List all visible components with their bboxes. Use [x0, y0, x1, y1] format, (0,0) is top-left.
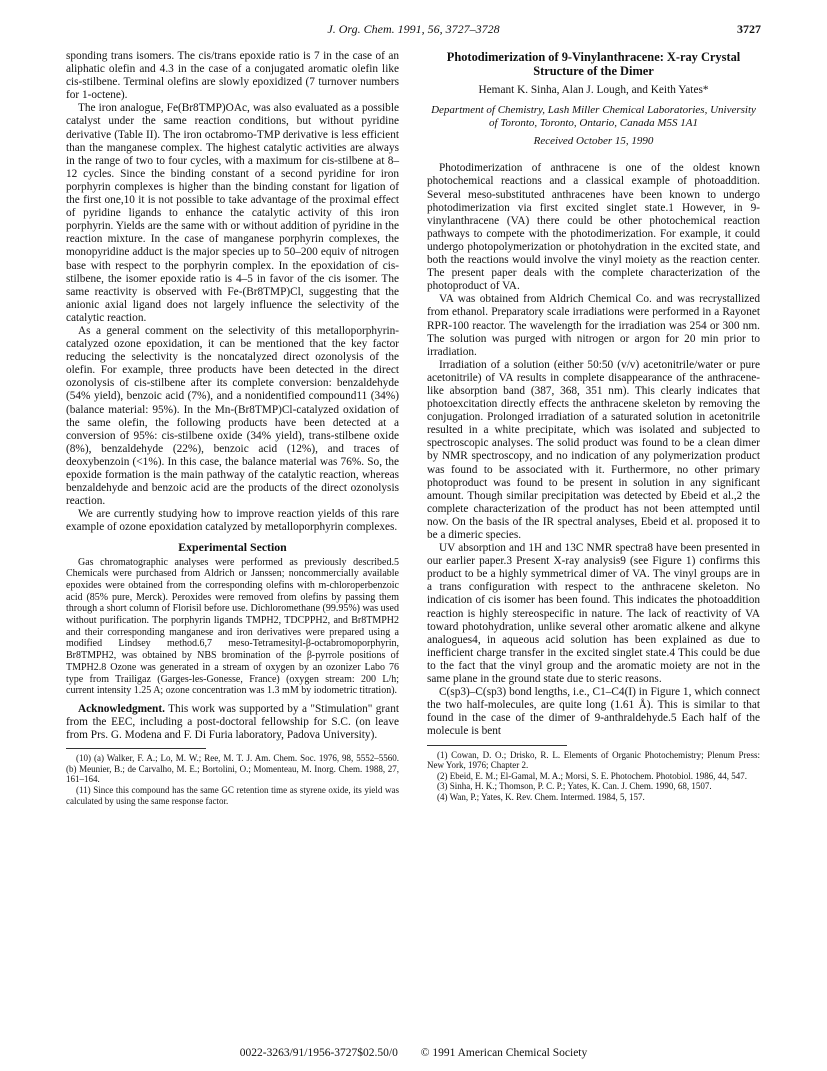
- footnote-rule: [427, 745, 567, 746]
- body-paragraph: The iron analogue, Fe(Br8TMP)OAc, was also evaluated as a possible catalyst under the same reaction conditions, but without pyridine derivative (Table II). The iron octabromo-TMP derivative is less efficient than the manganese complex. The highest catalytic activities are always in the range of two to four cycles, with a maximum for cis-stilbene at 8–12 cycles. Since the binding constant of a second pyridine for iron porphyrin complexes is higher than the binding constant for ligation of the first one,10 it is not possible to take advantage of the proximal effect of pyridine ligands to enhance the catalytic activity of this iron porphyrin. Yields are the same with or without addition of pyridine in the reaction mixture. In the case of manganese porphyrin complexes, the monopyridine adduct is the major species up to 50–200 equiv of nitrogen base with respect to the porphyrin complex. In the epoxidation of cis-stilbene, the isomer epoxide ratio is 4–5 in favor of the cis isomer. The same reactivity is observed with Fe-(Br8TMP)Cl, suggesting that the anionic axial ligand does not largely influence the selectivity of the catalytic reaction.: [66, 102, 399, 324]
- footnote: (11) Since this compound has the same GC retention time as styrene oxide, its yield was calculated by using the same response factor.: [66, 785, 399, 806]
- experimental-heading: Experimental Section: [178, 540, 287, 555]
- acknowledgment: [66, 703, 399, 742]
- body-paragraph: Irradiation of a solution (either 50:50 (v/v) acetonitrile/water or pure acetonitrile) of VA results in complete disappearance of the anthracene-like absorption band (387, 368, 351 nm). This clearly indicates that photoexcitation directly effects the anthracene skeleton by removing the conjugation. Prolonged irradiation of a saturated solution in acetonitrile resulted in a white precipitate, which was isolated and subjected to spectroscopic analyses. The solid product was found to be a clean dimer by NMR spectroscopy, and no indication of any polymerization product was found to be associated with it. Furthermore, no other primary photoproduct was found to be present in solution in any significant amount. Though similar precipitation was detected by Ebeid et al.,2 the complete characterization of the product has not been attempted until now. On the basis of the IR spectral analyses, Ebeid et al. proposed it to be a dimeric species.: [427, 358, 760, 541]
- body-paragraph: We are currently studying how to improve reaction yields of this rare example of ozone epoxidation catalyzed by metalloporphyrin complexes.: [66, 508, 399, 534]
- page-number: 3727: [737, 22, 761, 36]
- footnote: (4) Wan, P.; Yates, K. Rev. Chem. Intermed. 1984, 5, 157.: [437, 791, 645, 802]
- article-affiliation: Department of Chemistry, Lash Miller Chemical Laboratories, University of Toronto, Toronto, Ontario, Canada M5S 1A1: [431, 104, 756, 129]
- article-title: Photodimerization of 9-Vinylanthracene: X-ray Crystal Structure of the Dimer: [446, 50, 741, 78]
- footnote: (2) Ebeid, E. M.; El-Gamal, M. A.; Morsi, S. E. Photochem. Photobiol. 1986, 44, 547.: [437, 770, 747, 781]
- footnote: (3) Sinha, H. K.; Thomson, P. C. P.; Yates, K. Can. J. Chem. 1990, 68, 1507.: [437, 781, 712, 792]
- copyright: © 1991 American Chemical Society: [420, 1047, 588, 1059]
- body-paragraph: Photodimerization of anthracene is one of the oldest known photochemical reactions and a classical example of photoaddition. Several meso-substituted anthracenes have been known to undergo photodimerization via first excited singlet state.1 However, in 9-vinylanthracene (VA) there could be other photochemical reaction pathways to compete with the photodimerization. For example, it could undergo photopolymerization or photohydration in the excited state, and both the reactions would involve the vinyl moiety as the reaction center. The present paper deals with the complete characterization of the photoproduct of VA.: [427, 162, 760, 293]
- page-footer: [0, 1047, 827, 1059]
- experimental-text: Gas chromatographic analyses were performed as previously described.5 Chemicals were purchased from Aldrich or Janssen; noncommercially available epoxides were obtained from the corresponding olefins with m-chloroperbenzoic acid (85% pure, Merck). Peroxides were removed from olefins by passing them through a short column of Florisil before use. Dichloromethane (99.95%) was used without purification. The porphyrin ligands TMPH2, TDCPPH2, and Br8TMPH2 and their corresponding manganese and iron derivatives were prepared using a modified Lindsey method.6,7 meso-Tetramesityl-β-octabromoporphyrin, Br8TMPH2, was obtained by NBS bromination of the β-pyrrole positions of TMPH2.8 Ozone was generated in a stream of oxygen by an ozonizer Labo 76 type from Trailigaz (Garges-les-Gonesse, France) (oxygen stream: 200 L/h; current intensity 1.25 A; ozone concentration was 1.3 mM by iodometric titration).: [66, 556, 399, 697]
- acknowledgment-label: Acknowledgment.: [78, 703, 165, 715]
- footnote: (1) Cowan, D. O.; Drisko, R. L. Elements of Organic Photochemistry; Plenum Press: New York, 1976; Chapter 2.: [427, 749, 760, 771]
- body-paragraph: C(sp3)–C(sp3) bond lengths, i.e., C1–C4(I) in Figure 1, which connect the two half-molecules, are quite long (1.61 Å). This is similar to that found in the case of the dimer of 9-anthraldehyde.5 Each half of the molecule is bent: [427, 686, 760, 738]
- body-paragraph: VA was obtained from Aldrich Chemical Co. and was recrystallized from ethanol. Preparatory scale irradiations were performed in a Rayonet RPR-100 reactor. The wavelength for the irradiation was 254 or 300 nm. The solution was purged with nitrogen or argon for 20 min prior to irradiation.: [427, 293, 760, 358]
- article-authors: Hemant K. Sinha, Alan J. Lough, and Keith Yates*: [478, 84, 709, 96]
- article-code: 0022-3263/91/1956-3727$02.50/0: [239, 1047, 398, 1059]
- acknowledgment-text: This work was supported by a "Stimulation" grant from the EEC, including a post-doctoral fellowship for S.C. (on leave from Prs. G. Modena and F. Di Furia laboratory, Padova University).: [66, 703, 399, 742]
- journal-citation: J. Org. Chem. 1991, 56, 3727–3728: [327, 22, 500, 36]
- right-column: [427, 50, 760, 802]
- running-head: [0, 22, 827, 42]
- footnote-rule: [66, 748, 206, 749]
- received-date: Received October 15, 1990: [533, 135, 654, 148]
- footnote: (10) (a) Walker, F. A.; Lo, M. W.; Ree, M. T. J. Am. Chem. Soc. 1976, 98, 5552–5560. (b) Meunier, B.; de Carvalho, M. E.; Bortolini, O.; Momenteau, M. Inorg. Chem. 1988, 27, 161–164.: [66, 753, 399, 785]
- body-paragraph: UV absorption and 1H and 13C NMR spectra8 have been presented in our earlier paper.3 Present X-ray analysis9 (see Figure 1) confirms this product to be a highly symmetrical dimer of VA. The vinyl groups are in a trans configuration with respect to the anthracene skeleton. No indication of cis isomer has been found. This indicates the photoaddition reaction is highly stereospecific in nature. The lack of reactivity of VA toward photohydration, unlike several other aromatic alkene and alkyne analogues4, in aqueous acid solution has been explained as due to inefficient charge transfer in the excited singlet state.4 This could be due to the fact that the vinyl group and the aromatic moiety are not in the same plane in the ground state due to steric reasons.: [427, 542, 760, 686]
- body-paragraph: As a general comment on the selectivity of this metalloporphyrin-catalyzed ozone epoxidation, it can be mentioned that the key factor reducing the selectivity is the noncatalyzed direct ozonolysis of the olefin. For example, three products have been detected in the direct ozonolysis of cis-stilbene after its complete conversion: benzaldehyde (54% yield), benzoic acid (7%), and a nonidentified compound11 (34%) (balance material: 95%). In the Mn-(Br8TMP)Cl-catalyzed oxidation of the same olefin, the following products have been detected at a conversion of 95%: cis-stilbene oxide (34% yield), trans-stilbene oxide (8%), benzaldehyde (22%), benzoic acid (12%), and traces of deoxybenzoin (<1%). In this case, the balance material was 76%. So, the epoxide formation is the main pathway of the catalytic reaction, whereas benzaldehyde and benzoic acid are the products of the direct ozonolysis reaction.: [66, 324, 399, 508]
- left-column: [66, 50, 399, 806]
- body-paragraph: sponding trans isomers. The cis/trans epoxide ratio is 7 in the case of an aliphatic olefin and 4.3 in the case of a conjugated aromatic olefin like cis-stilbene. Terminal olefins are slowly epoxidized (7 turnover numbers for 1-octene).: [66, 50, 399, 102]
